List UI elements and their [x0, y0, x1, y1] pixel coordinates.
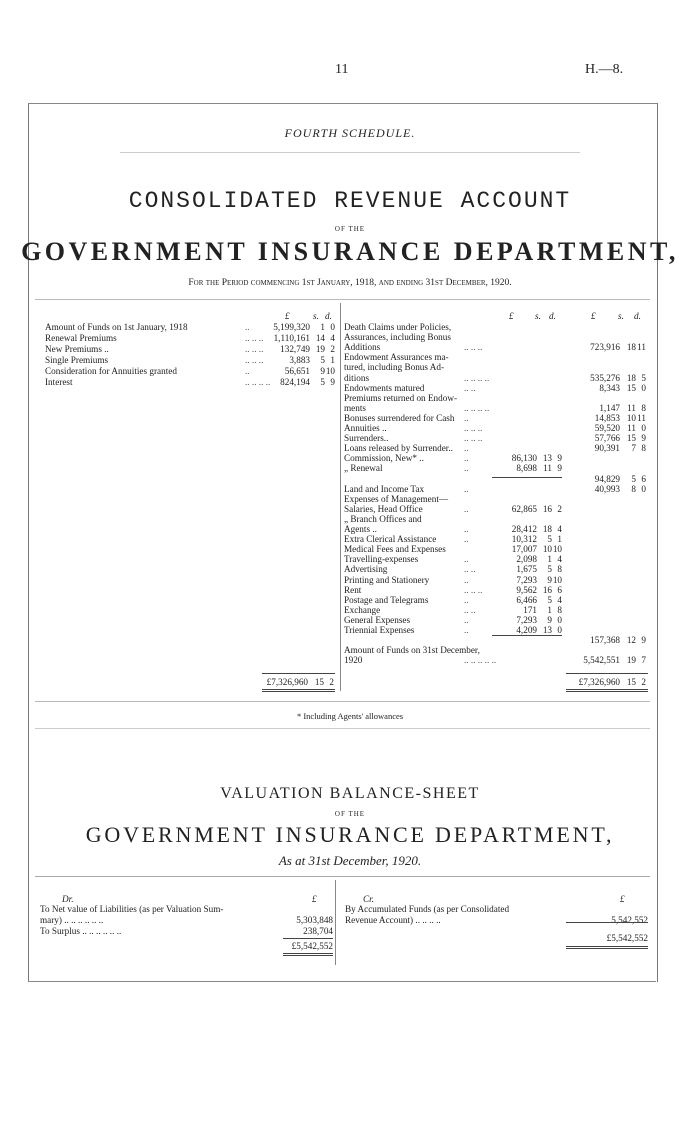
pence-total-value: 0: [641, 483, 646, 494]
shillings-value: 9: [547, 574, 552, 585]
pounds-value: 86,130: [511, 453, 537, 464]
pounds-value: 4,209: [516, 625, 537, 635]
leader-dots: .. .. ..: [245, 332, 264, 343]
shillings-value: 5: [320, 376, 325, 387]
row-label: Renewal Premiums: [45, 332, 117, 343]
row-label: 1920: [344, 655, 363, 666]
row-label: Surrenders..: [344, 433, 389, 444]
total-rule: [283, 938, 333, 939]
row-label: tured, including Bonus Ad-: [344, 362, 445, 373]
pounds-value: 6,466: [516, 594, 537, 605]
footnote: * Including Agents' allowances: [296, 711, 404, 721]
pounds-value: 62,865: [511, 503, 537, 514]
row-label: Premiums returned on Endow-: [344, 392, 458, 403]
pence-total-value: 6: [641, 473, 646, 484]
shillings-value: 18: [542, 524, 552, 534]
pence-value: 10: [325, 365, 335, 376]
pounds-value: 1,110,161: [273, 332, 310, 343]
leader-dots: ..: [464, 412, 469, 423]
balance-debit-total: £5,542,552: [291, 941, 333, 951]
row-label: Rent: [344, 584, 362, 595]
leader-dots: ..: [464, 574, 469, 585]
balance-department-title: GOVERNMENT INSURANCE DEPARTMENT,: [85, 822, 615, 847]
pence-total-value: 8: [641, 402, 646, 413]
shillings-value: 13: [542, 625, 552, 635]
pence-value: 2: [330, 343, 335, 354]
pounds-value: 2,098: [516, 554, 537, 565]
row-label: Agents ..: [344, 524, 377, 534]
pence-total-value: 7: [641, 655, 646, 666]
pounds-value: 171: [523, 604, 537, 615]
pence-value: 10: [552, 544, 562, 555]
pounds-value: 1,675: [516, 564, 537, 575]
frame-bottom: [28, 981, 656, 982]
pence-value: 0: [557, 625, 562, 635]
total-double-rule: [283, 953, 333, 956]
shillings-total-value: 5: [631, 473, 636, 484]
pence-total-value: 9: [641, 635, 646, 646]
divider: [120, 152, 580, 153]
shillings-value: 13: [542, 453, 552, 464]
pounds-total-value: 535,276: [590, 372, 620, 383]
leader-dots: .. .. ..: [245, 343, 264, 354]
pounds-value: 9,562: [516, 584, 537, 595]
leader-dots: ..: [464, 594, 469, 605]
row-label: Exchange: [344, 604, 381, 615]
pence-value: 10: [552, 574, 562, 585]
pounds-total-value: 5,542,551: [583, 655, 620, 666]
schedule-title: FOURTH SCHEDULE.: [284, 126, 416, 140]
row-label: „ Renewal: [344, 463, 383, 474]
debit-pound-sign: £: [312, 894, 317, 904]
pence-total-value: 11: [637, 342, 646, 353]
row-label: Revenue Account) .. .. .. ..: [345, 915, 441, 925]
pence-total-value: 11: [637, 412, 646, 423]
leader-dots: .. .. .. ..: [464, 372, 490, 383]
pounds-value: 824,194: [280, 376, 310, 387]
row-label: New Premiums ..: [45, 343, 109, 354]
pence-value: 4: [557, 554, 562, 565]
row-label: Medical Fees and Expenses: [344, 544, 446, 555]
divider: [35, 701, 650, 702]
row-label: Commission, New* ..: [344, 453, 424, 464]
leader-dots: ..: [464, 524, 469, 534]
shillings-value: 16: [542, 584, 552, 595]
row-label: Printing and Stationery: [344, 574, 430, 585]
row-label: ditions: [344, 372, 370, 383]
shillings-value: 1: [547, 604, 552, 615]
row-label: Advertising: [344, 564, 388, 575]
pounds-total-value: 1,147: [599, 402, 620, 413]
balance-title: VALUATION BALANCE-SHEET: [220, 785, 480, 802]
balance-credit-total: £5,542,552: [606, 933, 648, 943]
document-reference: H.—8.: [585, 62, 624, 77]
pence-total-value: 8: [641, 443, 646, 454]
subtotal-rule: [492, 477, 562, 478]
pence-value: 4: [557, 594, 562, 605]
pence-value: 9: [557, 463, 562, 474]
credit-pound-sign: £: [620, 894, 625, 904]
pounds-value: 7,293: [516, 614, 537, 625]
shillings-value: 9: [547, 614, 552, 625]
pounds-value: 56,651: [284, 365, 310, 376]
pence-value: 6: [557, 584, 562, 595]
shillings-value: 5: [320, 354, 325, 365]
leader-dots: .. ..: [464, 564, 476, 575]
pounds-value: 132,749: [280, 343, 310, 354]
leader-dots: .. .. ..: [464, 584, 483, 595]
shillings-total-value: 18: [626, 342, 636, 353]
pence-total-value: 5: [641, 372, 646, 383]
credit-label: Cr.: [363, 894, 374, 904]
pounds-value: 3,883: [289, 354, 310, 365]
row-label: Additions: [344, 342, 381, 353]
pence-value: 8: [557, 604, 562, 615]
pounds-total-value: 8,343: [599, 382, 620, 393]
shillings-total-value: 18: [626, 372, 636, 383]
pounds-value: 8,698: [516, 463, 537, 474]
amount-value: 5,542,552: [611, 915, 648, 925]
shillings-total-value: 15: [626, 433, 636, 444]
shillings-value: 1: [320, 322, 325, 332]
leader-dots: .. .. ..: [245, 354, 264, 365]
leader-dots: ..: [464, 503, 469, 514]
shillings-total-value: 12: [626, 635, 636, 646]
leader-dots: .. ..: [464, 382, 476, 393]
shillings-value: 11: [543, 463, 552, 474]
pounds-total-value: 57,766: [594, 433, 620, 444]
pence-total-value: 9: [641, 433, 646, 444]
row-label: mary) .. .. .. .. .. ..: [40, 915, 104, 925]
shillings-value: 5: [547, 594, 552, 605]
row-label: Assurances, including Bonus: [344, 332, 451, 343]
divider: [35, 728, 650, 729]
shillings-value: 14: [315, 332, 325, 343]
row-label: Consideration for Annuities granted: [45, 365, 177, 376]
row-label: Extra Clerical Assistance: [344, 534, 437, 545]
pounds-total-value: 157,368: [590, 635, 620, 646]
leader-dots: ..: [464, 463, 469, 474]
leader-dots: ..: [464, 614, 469, 625]
row-label: To Surplus .. .. .. .. .. ..: [40, 926, 122, 936]
divider: [35, 299, 650, 300]
revenue-department-title: GOVERNMENT INSURANCE DEPARTMENT,: [21, 237, 679, 266]
pence-value: 0: [557, 614, 562, 625]
row-label: Travelling-expenses: [344, 554, 419, 565]
total-rule: [262, 673, 335, 674]
row-label: Annuities ..: [344, 423, 387, 433]
row-label: Land and Income Tax: [344, 483, 425, 494]
column-divider: [340, 303, 341, 691]
row-label: Single Premiums: [45, 354, 109, 365]
shillings-total-value: 15: [626, 382, 636, 393]
shillings-total-value: 11: [627, 402, 636, 413]
leader-dots: ..: [245, 322, 250, 332]
pence-value: 2: [557, 503, 562, 514]
leader-dots: ..: [464, 443, 469, 454]
leader-dots: ..: [464, 554, 469, 565]
pounds-total-value: 40,993: [594, 483, 620, 494]
pence-value: 9: [330, 376, 335, 387]
shillings-value: 5: [547, 534, 552, 545]
pence-value: 8: [557, 564, 562, 575]
row-label: Bonuses surrendered for Cash: [344, 412, 455, 423]
row-label: Salaries, Head Office: [344, 503, 423, 514]
pence-value: 0: [330, 322, 335, 332]
pounds-total-value: 723,916: [590, 342, 620, 353]
leader-dots: .. .. .. ..: [245, 376, 271, 387]
shillings-value: 1: [547, 554, 552, 565]
total-double-rule: [566, 946, 648, 949]
leader-dots: ..: [464, 625, 469, 635]
pounds-total-value: 14,853: [594, 412, 620, 423]
shillings-total-value: 8: [631, 483, 636, 494]
leader-dots: ..: [464, 534, 469, 545]
pence-total-value: 0: [641, 382, 646, 393]
row-label: By Accumulated Funds (as per Consolidated: [345, 904, 510, 914]
row-label: Expenses of Management—: [344, 493, 449, 504]
row-label: Interest: [45, 376, 73, 387]
total-rule: [566, 922, 648, 923]
row-label: Endowments matured: [344, 382, 425, 393]
row-label: Death Claims under Policies,: [344, 322, 452, 332]
leader-dots: ..: [464, 483, 469, 494]
revenue-period: For the Period commencing 1st January, 1918, and ending 31st December, 1920.: [188, 278, 512, 288]
shillings-total-value: 11: [627, 423, 636, 433]
leader-dots: .. .. ..: [464, 433, 483, 444]
leader-dots: .. .. .. ..: [464, 402, 490, 413]
debit-label: Dr.: [62, 894, 74, 904]
column-divider: [335, 880, 336, 965]
revenue-of-the: OF THE: [334, 225, 366, 233]
shillings-value: 16: [542, 503, 552, 514]
pounds-value: 7,293: [516, 574, 537, 585]
total-double-rule: [262, 689, 335, 692]
leader-dots: ..: [245, 365, 250, 376]
page-frame: [28, 103, 658, 982]
subtotal-rule: [492, 635, 562, 636]
pounds-value: 5,199,320: [273, 322, 310, 332]
pounds-value: 17,007: [511, 544, 537, 555]
shillings-value: 5: [547, 564, 552, 575]
row-label: Amount of Funds on 31st December,: [344, 645, 480, 656]
pence-value: 4: [557, 524, 562, 534]
leader-dots: .. .. ..: [464, 423, 483, 433]
total-double-rule: [566, 689, 648, 692]
pounds-total-value: 90,391: [594, 443, 620, 454]
row-label: General Expenses: [344, 614, 411, 625]
row-label: Triennial Expenses: [344, 625, 415, 635]
amount-value: 238,704: [303, 926, 333, 936]
shillings-total-value: 10: [626, 412, 636, 423]
row-label: Endowment Assurances ma-: [344, 352, 449, 363]
leader-dots: .. .. .. .. ..: [464, 655, 497, 666]
pence-value: 1: [330, 354, 335, 365]
shillings-value: 10: [542, 544, 552, 555]
pence-value: 9: [557, 453, 562, 464]
shillings-total-value: 19: [626, 655, 636, 666]
page-number: 11: [335, 62, 349, 77]
leader-dots: ..: [464, 453, 469, 464]
pence-total-value: 0: [641, 423, 646, 433]
revenue-title: CONSOLIDATED REVENUE ACCOUNT: [128, 188, 572, 214]
pounds-value: 28,412: [511, 524, 537, 534]
row-label: To Net value of Liabilities (as per Valuation Sum-: [40, 904, 224, 914]
amount-value: 5,303,848: [296, 915, 333, 925]
pounds-total-value: 59,520: [594, 423, 620, 433]
row-label: Loans released by Surrender..: [344, 443, 453, 454]
shillings-total-value: 7: [631, 443, 636, 454]
pounds-value: 10,312: [511, 534, 537, 545]
leader-dots: .. .. ..: [464, 342, 483, 353]
row-label: ments: [344, 402, 366, 413]
pence-value: 4: [330, 332, 335, 343]
leader-dots: .. ..: [464, 604, 476, 615]
row-label: Amount of Funds on 1st January, 1918: [45, 322, 188, 332]
balance-of-the: OF THE: [334, 810, 366, 818]
pence-value: 1: [557, 534, 562, 545]
row-label: Postage and Telegrams: [344, 594, 429, 605]
shillings-value: 19: [315, 343, 325, 354]
shillings-value: 9: [320, 365, 325, 376]
divider: [35, 876, 650, 877]
pounds-total-value: 94,829: [594, 473, 620, 484]
balance-date: As at 31st December, 1920.: [278, 853, 422, 868]
row-label: „ Branch Offices and: [344, 513, 422, 524]
total-rule: [566, 673, 648, 674]
